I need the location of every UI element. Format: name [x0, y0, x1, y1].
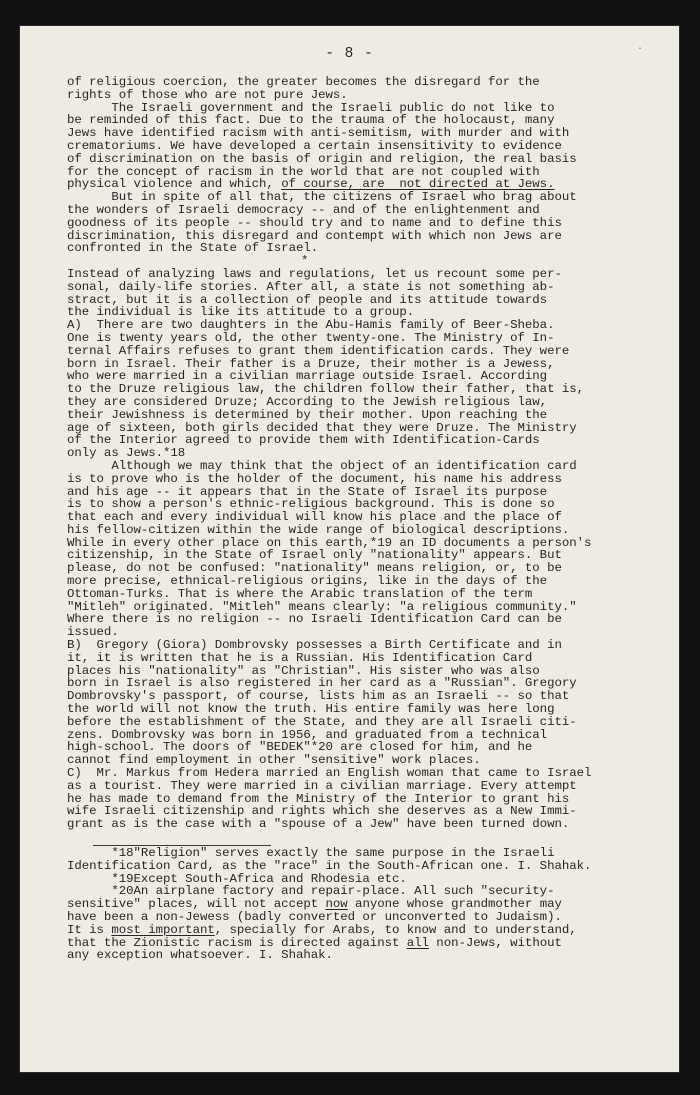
- text-line: born in Israel. Their father is a Druze, their mother is a Jewess,: [67, 356, 555, 371]
- text-line: before the establishment of the State, and they are all Israeli citi-: [67, 714, 577, 729]
- underlined-phrase: most important: [111, 922, 215, 937]
- text-line: as a tourist. They were married in a civilian marriage. Every attempt: [67, 778, 577, 793]
- text-line: issued.: [67, 625, 119, 640]
- text-line: citizenship, in the State of Israel only "nationality" appears. But: [67, 548, 562, 563]
- footnote-line: Identification Card, as the "race" in the South-African one. I. Shahak.: [67, 858, 592, 873]
- text-line: A) There are two daughters in the Abu-Hamis family of Beer-Sheba.: [67, 318, 555, 333]
- text-line: the individual is like its attitude to a group.: [67, 305, 415, 320]
- text-segment: It is: [67, 922, 112, 937]
- text-line: only as Jews.*18: [67, 446, 186, 461]
- text-line: high-school. The doors of "BEDEK"*20 are closed for him, and he: [67, 740, 533, 755]
- text-line: "Mitleh" originated. "Mitleh" means clearly: "a religious community.": [67, 599, 577, 614]
- footnote-line: *20An airplane factory and repair-place. All such "security-: [67, 884, 555, 899]
- text-line: of the Interior agreed to provide them with Identification-Cards: [67, 433, 540, 448]
- typewritten-page: [20, 26, 679, 1072]
- footnote-line: *19Except South-Africa and Rhodesia etc.: [67, 871, 407, 886]
- underlined-word: now: [325, 897, 348, 912]
- text-line: of religious coercion, the greater becomes the disregard for the: [67, 75, 540, 89]
- text-line: C) Mr. Markus from Hedera married an English woman that came to Israel: [67, 766, 592, 781]
- text-line: is to prove who is the holder of the document, his name his address: [67, 471, 562, 486]
- paragraph-text: The Israeli government and the Israeli public do not like to: [67, 100, 555, 115]
- section-separator: *: [301, 254, 309, 269]
- text-line: and his age -- it appears that in the State of Israel its purpose: [67, 484, 548, 499]
- page-number: - 8 -: [325, 46, 374, 62]
- text-line: Dombrovsky's passport, of course, lists him as an Israeli -- so that: [67, 689, 570, 704]
- underlined-word: all: [406, 935, 429, 950]
- text-line: be reminded of this fact. Due to the trauma of the holocaust, many: [67, 113, 555, 128]
- footnotes: [67, 847, 667, 962]
- text-line: stract, but it is a collection of people and its attitude towards: [67, 292, 548, 307]
- text-line: more precise, ethnical-religious origins, like in the days of the: [67, 574, 548, 589]
- text-line: for the concept of racism in the world that are not coupled with: [67, 164, 540, 179]
- text-line: One is twenty years old, the other twenty-one. The Ministry of In-: [67, 330, 555, 345]
- body-text: [67, 76, 667, 962]
- text-line: born in Israel is also registered in her card as a "Russian". Gregory: [67, 676, 577, 691]
- text-line: his fellow-citizen within the wide range of biological descriptions.: [67, 522, 570, 537]
- text-line: But in spite of all that, the citizens of Israel who brag about: [67, 190, 577, 205]
- text-line: of discrimination on the basis of origin and religion, the real basis: [67, 151, 577, 166]
- text-line: goodness of its people -- should try and to name and to define this: [67, 215, 562, 230]
- text-line: who were married in a civilian marriage outside Israel. According: [67, 369, 548, 384]
- text-segment: anyone whose grandmother may: [347, 897, 562, 912]
- text-line: B) Gregory (Giora) Dombrovsky possesses a Birth Certificate and in: [67, 638, 562, 653]
- text-segment: that the Zionistic racism is directed against: [67, 935, 407, 950]
- corner-mark: ·: [636, 44, 643, 55]
- text-segment: non-Jews, without: [428, 935, 562, 950]
- text-line: the wonders of Israeli democracy -- and of the enlightenment and: [67, 202, 540, 217]
- text-line: Where there is no religion -- no Israeli Identification Card can be: [67, 612, 562, 627]
- footnote-line: any exception whatsoever. I. Shahak.: [67, 948, 333, 963]
- text-line: places his "nationality" as "Christian". His sister who was also: [67, 663, 540, 678]
- text-line: their Jewishness is determined by their mother. Upon reaching the: [67, 407, 548, 422]
- text-line: Ottoman-Turks. That is where the Arabic translation of the term: [67, 586, 533, 601]
- text-line: to the Druze religious law, the children follow their father, that is,: [67, 382, 584, 397]
- text-line: that each and every individual will know his place and the place of: [67, 510, 562, 525]
- footnote-line: *18"Religion" serves exactly the same purpose in the Israeli: [67, 846, 555, 861]
- text-line: crematoriums. We have developed a certain insensitivity to evidence: [67, 138, 562, 153]
- text-line: the world will not know the truth. His entire family was here long: [67, 702, 555, 717]
- text-line: Although we may think that the object of an identification card: [67, 458, 577, 473]
- underlined-phrase: of course, are not directed at Jews.: [281, 177, 555, 192]
- text-line: it, it is written that he is a Russian. His Identification Card: [67, 650, 533, 665]
- text-line: grant as is the case with a "spouse of a Jew" have been turned down.: [67, 817, 570, 832]
- text-line: age of sixteen, both girls decided that they were Druze. The Ministry: [67, 420, 577, 435]
- text-segment: physical violence and which,: [67, 177, 282, 192]
- text-line: sonal, daily-life stories. After all, a state is not something ab-: [67, 279, 555, 294]
- text-line: wife Israeli citizenship and rights which she deserves as a New Immi-: [67, 804, 577, 819]
- text-segment: , specially for Arabs, to know and to understand,: [214, 922, 577, 937]
- text-line: they are considered Druze; According to the Jewish religious law,: [67, 394, 548, 409]
- text-line: Instead of analyzing laws and regulations, let us recount some per-: [67, 266, 562, 281]
- text-line: cannot find employment in other "sensitive" work places.: [67, 753, 481, 768]
- text-line: rights of those who are not pure Jews.: [67, 87, 348, 102]
- text-line: discrimination, this disregard and contempt with which non Jews are: [67, 228, 562, 243]
- text-line: ternal Affairs refuses to grant them identification cards. They were: [67, 343, 570, 358]
- text-line: is to show a person's ethnic-religious background. This is done so: [67, 497, 555, 512]
- footnote-line: have been a non-Jewess (badly converted or unconverted to Judaism).: [67, 910, 562, 924]
- text-line: please, do not be confused: "nationality" means religion, or, to be: [67, 561, 562, 576]
- text-line: Jews have identified racism with anti-semitism, with murder and with: [67, 126, 570, 141]
- text-line: confronted in the State of Israel.: [67, 241, 319, 256]
- text-line: zens. Dombrovsky was born in 1956, and graduated from a technical: [67, 727, 548, 742]
- text-line: he has made to demand from the Ministry of the Interior to grant his: [67, 791, 570, 806]
- text-line: While in every other place on this earth,*19 an ID documents a person's: [67, 535, 592, 550]
- text-segment: sensitive" places, will not accept: [67, 897, 326, 912]
